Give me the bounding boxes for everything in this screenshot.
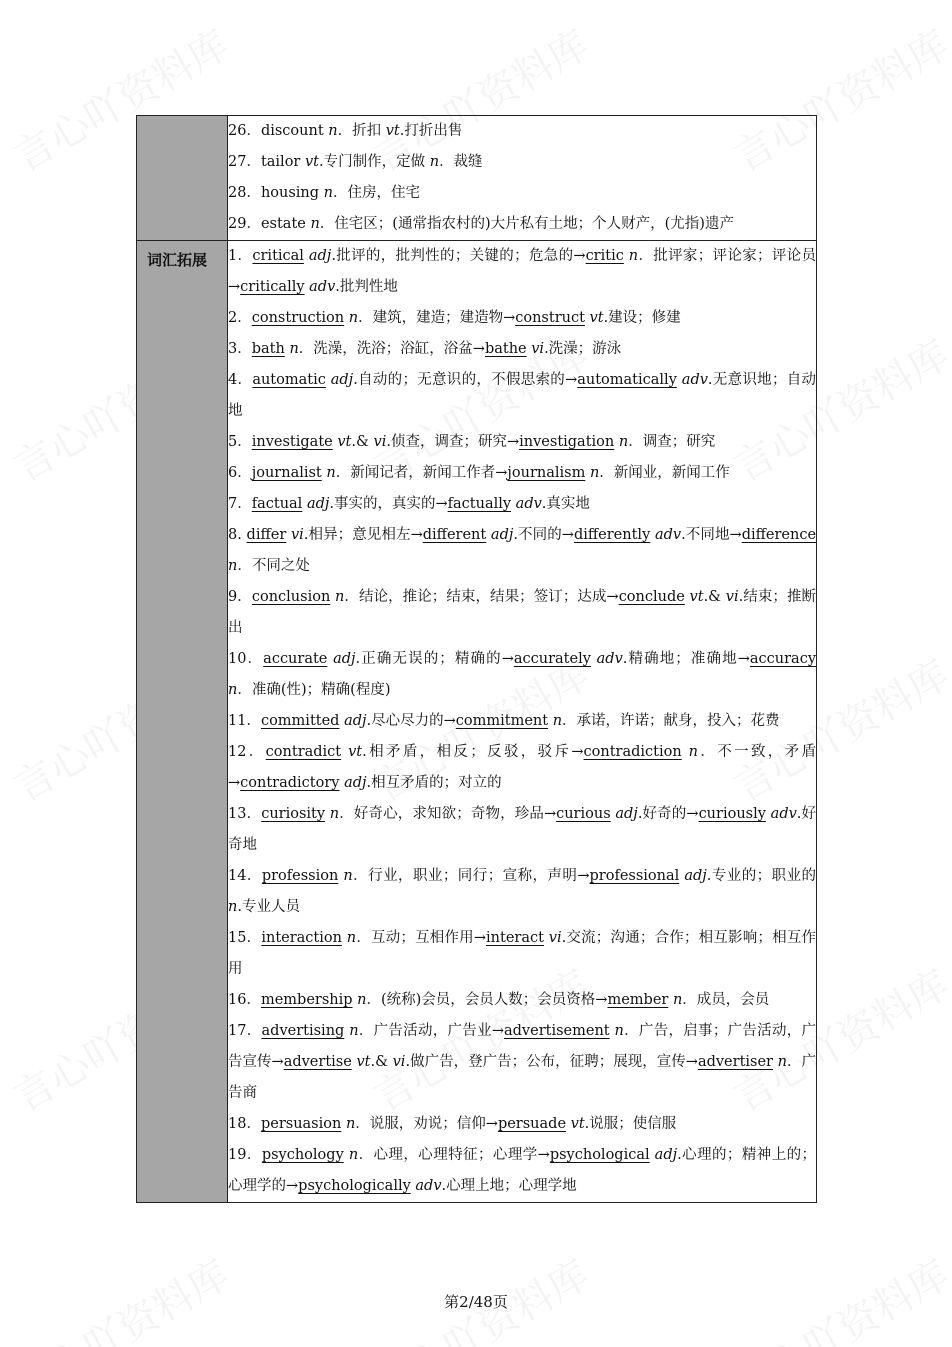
entry-text: 29．estate	[228, 216, 311, 232]
entry-text: ．结论，推论；结束，结果；签订；达成→	[344, 589, 619, 605]
entry-text: .批判性地	[335, 279, 398, 295]
word-list-continued	[228, 116, 817, 241]
entry-text: ．说服，劝说；信仰→	[355, 1116, 498, 1132]
entry-text: 26．discount	[228, 123, 329, 139]
entry-text: 5．	[228, 434, 252, 450]
part-of-speech: vi	[725, 589, 739, 605]
vocab-word: membership	[260, 992, 353, 1008]
vocab-word: accuracy	[749, 651, 817, 667]
entry-text: 27．tailor	[228, 154, 305, 170]
entry-text	[682, 744, 689, 760]
page-footer: 第2/48页	[444, 1293, 508, 1311]
part-of-speech: adv	[681, 372, 708, 388]
part-of-speech: vt	[570, 1116, 585, 1132]
part-of-speech: n	[228, 899, 238, 915]
part-of-speech: n	[777, 1054, 787, 1070]
vocab-word: contradiction	[583, 744, 682, 760]
vocab-word: differ	[246, 527, 287, 543]
entry-text: .尽心尽力的→	[366, 713, 456, 729]
part-of-speech: n	[429, 154, 440, 170]
part-of-speech: n	[672, 992, 683, 1008]
entry-text: ．折扣	[337, 123, 386, 139]
part-of-speech: n	[349, 1023, 359, 1039]
part-of-speech: vt	[337, 434, 352, 450]
entry-text: ．新闻业，新闻工作	[599, 465, 730, 481]
part-of-speech: n	[357, 992, 367, 1008]
part-of-speech: n	[618, 434, 629, 450]
part-of-speech: adj	[684, 868, 707, 884]
vocab-word: curiously	[698, 806, 766, 822]
entry-text: .心理的；精神上的；心理学的→	[228, 1147, 817, 1194]
entry-text: 7．	[228, 496, 252, 512]
entry-text: .&	[703, 589, 726, 605]
vocab-word: commitment	[455, 713, 549, 729]
vocab-word: critical	[252, 248, 304, 264]
vocab-word: bathe	[484, 341, 527, 357]
part-of-speech: adj	[333, 651, 356, 667]
entry-text: 17．	[228, 1023, 262, 1039]
vocab-word: construction	[251, 310, 345, 326]
entry-text: ．准确(性)；精确(程度)	[237, 682, 391, 698]
vocab-word: interact	[486, 930, 544, 946]
vocab-word: accurate	[263, 651, 328, 667]
part-of-speech: adj	[654, 1147, 678, 1163]
entry-text: .侦查，调查；研究→	[386, 434, 520, 450]
entry-text: 8.	[228, 527, 247, 543]
vocab-word: automatically	[577, 372, 677, 388]
entry-text: .相矛盾，相反；反驳，驳斥→	[362, 744, 584, 760]
vocab-word: critic	[585, 248, 624, 264]
vocab-word: factually	[447, 496, 512, 512]
part-of-speech: n	[345, 1116, 356, 1132]
table-row	[137, 241, 817, 1203]
entry-text: 14．	[228, 868, 262, 884]
entry-text: ．批评家；评论家；评论员→	[228, 248, 816, 295]
vocab-entry	[228, 1016, 816, 1109]
entry-text: .&	[370, 1054, 393, 1070]
entry-text: ．不同之处	[237, 558, 310, 574]
vocab-word: persuasion	[260, 1116, 342, 1132]
vocab-entry	[228, 985, 816, 1016]
vocab-word: conclusion	[251, 589, 331, 605]
entry-text: .事实的，真实的→	[329, 496, 448, 512]
vocab-word: committed	[260, 713, 340, 729]
vocab-entry	[228, 116, 816, 147]
vocab-word: differently	[573, 527, 651, 543]
entry-text: .自动的；无意识的，不假思索的→	[353, 372, 578, 388]
entry-text: ．广告活动，广告业→	[358, 1023, 504, 1039]
vocab-entry	[228, 520, 816, 582]
vocab-word: professional	[589, 868, 680, 884]
part-of-speech: n	[329, 806, 340, 822]
vocab-word: different	[422, 527, 487, 543]
entry-text: ．心理，心理特征；心理学→	[358, 1147, 550, 1163]
part-of-speech: adj	[344, 775, 367, 791]
vocab-word: journalist	[251, 465, 322, 481]
entry-text: .做广告，登广告；公布，征聘；展现，宣传→	[405, 1054, 698, 1070]
vocab-entry	[228, 334, 816, 365]
entry-text: ．调查；研究	[628, 434, 716, 450]
part-of-speech: adj	[490, 527, 514, 543]
entry-text: .精确地；准确地→	[622, 651, 750, 667]
vocab-entry	[228, 458, 816, 489]
vocab-entry	[228, 147, 816, 178]
vocab-entry	[228, 923, 816, 985]
entry-text: ．新闻记者，新闻工作者→	[335, 465, 508, 481]
entry-text: .好奇的→	[637, 806, 699, 822]
part-of-speech: vi	[548, 930, 562, 946]
vocab-entry	[228, 861, 816, 923]
part-of-speech: n	[688, 744, 699, 760]
label-cell	[137, 241, 228, 1203]
part-of-speech: adj	[615, 806, 638, 822]
entry-text: 4．	[228, 372, 253, 388]
part-of-speech: vi	[290, 527, 304, 543]
entry-text: ．承诺，许诺；献身，投入；花费	[562, 713, 780, 729]
part-of-speech: n	[228, 682, 238, 698]
part-of-speech: adv	[596, 651, 623, 667]
entry-text: .不同地→	[681, 527, 742, 543]
entry-text: ．互动；互相作用→	[356, 930, 487, 946]
entry-text: 3．	[228, 341, 252, 357]
entry-text: .专门制作，定做	[319, 154, 430, 170]
vocab-word: critically	[240, 279, 305, 295]
vocab-word: difference	[741, 527, 817, 543]
entry-text: 12．	[228, 744, 266, 760]
part-of-speech: n	[326, 465, 336, 481]
vocab-entry	[228, 365, 816, 427]
vocab-word: advertising	[261, 1023, 345, 1039]
vocab-word: contradictory	[240, 775, 340, 791]
entry-text: 19．	[228, 1147, 262, 1163]
entry-text: ．(统称)会员，会员人数；会员资格→	[366, 992, 608, 1008]
entry-text: .&	[351, 434, 374, 450]
entry-text: ．好奇心，求知欲；奇物，珍品→	[339, 806, 557, 822]
part-of-speech: vi	[392, 1054, 406, 1070]
entry-text: .无意识地；自动地	[228, 372, 817, 419]
vocab-entry	[228, 241, 816, 303]
entry-text: 18．	[228, 1116, 261, 1132]
vocab-entry	[228, 799, 816, 861]
vocab-word: accurately	[513, 651, 591, 667]
entry-text: ．洗澡，洗浴；浴缸，浴盆→	[298, 341, 485, 357]
entry-text: 2．	[228, 310, 252, 326]
part-of-speech: vt	[348, 744, 363, 760]
part-of-speech: n	[552, 713, 563, 729]
part-of-speech: vt	[385, 123, 400, 139]
vocab-word: advertise	[283, 1054, 352, 1070]
entry-text: ．裁缝	[439, 154, 483, 170]
part-of-speech: adv	[309, 279, 336, 295]
part-of-speech: adj	[330, 372, 354, 388]
vocab-entry	[228, 303, 816, 334]
part-of-speech: adj	[308, 248, 332, 264]
vocab-table	[136, 115, 817, 1203]
part-of-speech: vi	[531, 341, 545, 357]
entry-text: ．行业，职业；同行；宣称，声明→	[352, 868, 590, 884]
vocab-word: advertiser	[697, 1054, 773, 1070]
vocab-word: curious	[556, 806, 611, 822]
part-of-speech: vi	[373, 434, 387, 450]
vocab-word: journalism	[507, 465, 586, 481]
vocab-entry	[228, 489, 816, 520]
label-cell-empty	[137, 116, 228, 241]
entry-text: ．不一致，矛盾→	[228, 744, 817, 791]
vocab-word: contradict	[265, 744, 342, 760]
entry-text: .相异；意见相左→	[303, 527, 423, 543]
entry-text: 1．	[228, 248, 253, 264]
vocab-word: automatic	[252, 372, 326, 388]
vocab-entry	[228, 209, 816, 240]
entry-text: ．广告，启事；广告活动，广告宣传→	[228, 1023, 816, 1070]
entry-text: 28．housing	[228, 185, 324, 201]
vocab-word: factual	[251, 496, 303, 512]
entry-text: 10．	[228, 651, 264, 667]
vocab-word: psychological	[549, 1147, 650, 1163]
entry-text: .交流；沟通；合作；相互影响；相互作用	[228, 930, 817, 977]
part-of-speech: adv	[770, 806, 797, 822]
entry-text: .结束；推断出	[228, 589, 817, 636]
entry-text: ．建筑，建造；建造物→	[358, 310, 516, 326]
entry-text: .打折出售	[399, 123, 463, 139]
entry-text: ．广告商	[228, 1054, 816, 1101]
part-of-speech: n	[289, 341, 299, 357]
vocab-entry	[228, 582, 816, 644]
part-of-speech: n	[228, 558, 238, 574]
vocab-word: psychology	[261, 1147, 344, 1163]
entry-text: .不同的→	[513, 527, 574, 543]
part-of-speech: n	[310, 216, 320, 232]
table-row	[137, 116, 817, 241]
vocab-word: member	[607, 992, 669, 1008]
entry-text: .专业人员	[237, 899, 300, 915]
entry-text: .说服；使信服	[584, 1116, 677, 1132]
part-of-speech: adv	[654, 527, 682, 543]
part-of-speech: n	[323, 185, 334, 201]
vocab-entry	[228, 1140, 816, 1202]
entry-text: .心理上地；心理学地	[441, 1178, 577, 1194]
part-of-speech: vt	[356, 1054, 371, 1070]
part-of-speech: adv	[515, 496, 542, 512]
vocab-word: investigate	[251, 434, 333, 450]
entry-text: ．住宅区；(通常指农村的)大片私有土地；个人财产，(尤指)遗产	[319, 216, 734, 232]
vocab-entry	[228, 178, 816, 209]
part-of-speech: n	[346, 930, 357, 946]
entry-text: .好奇地	[228, 806, 817, 853]
part-of-speech: n	[348, 1147, 359, 1163]
entry-text: 13．	[228, 806, 262, 822]
part-of-speech: adj	[306, 496, 330, 512]
entry-text: 11．	[228, 713, 261, 729]
vocab-word: investigation	[519, 434, 615, 450]
part-of-speech: n	[589, 465, 600, 481]
entry-text: .建设；修建	[603, 310, 681, 326]
entry-text: .专业的；职业的	[706, 868, 817, 884]
vocab-word: conclude	[618, 589, 685, 605]
entry-text: 15．	[228, 930, 262, 946]
vocab-word: psychologically	[298, 1178, 411, 1194]
entry-text: .真实地	[541, 496, 590, 512]
part-of-speech: vt	[589, 310, 604, 326]
part-of-speech: n	[628, 248, 639, 264]
vocab-word: interaction	[261, 930, 342, 946]
vocab-entry	[228, 644, 816, 706]
part-of-speech: adv	[415, 1178, 442, 1194]
vocab-entry	[228, 1109, 816, 1140]
vocab-word: persuade	[497, 1116, 567, 1132]
part-of-speech: n	[334, 589, 345, 605]
vocab-word: construct	[515, 310, 585, 326]
part-of-speech: adj	[344, 713, 367, 729]
vocab-entry	[228, 737, 816, 799]
vocab-word: advertisement	[504, 1023, 610, 1039]
vocab-entry	[228, 706, 816, 737]
entry-text: 16．	[228, 992, 261, 1008]
entry-text: 9．	[228, 589, 252, 605]
entry-text: ．成员，会员	[682, 992, 770, 1008]
section-label: 词汇拓展	[147, 251, 208, 269]
entry-text: .洗澡；游泳	[544, 341, 622, 357]
entry-text: .正确无误的；精确的→	[355, 651, 514, 667]
part-of-speech: vt	[689, 589, 704, 605]
entry-text: .批评的，批判性的；关键的；危急的→	[331, 248, 586, 264]
entry-text: ．住房，住宅	[333, 185, 421, 201]
vocab-entry	[228, 427, 816, 458]
vocab-word: bath	[251, 341, 285, 357]
entry-text: 6．	[228, 465, 252, 481]
part-of-speech: n	[614, 1023, 624, 1039]
vocab-expansion-list	[228, 241, 817, 1203]
part-of-speech: vt	[304, 154, 319, 170]
entry-text: .相互矛盾的；对立的	[366, 775, 502, 791]
part-of-speech: n	[348, 310, 359, 326]
vocab-word: profession	[261, 868, 339, 884]
vocab-word: curiosity	[261, 806, 326, 822]
part-of-speech: n	[328, 123, 338, 139]
part-of-speech: n	[343, 868, 353, 884]
